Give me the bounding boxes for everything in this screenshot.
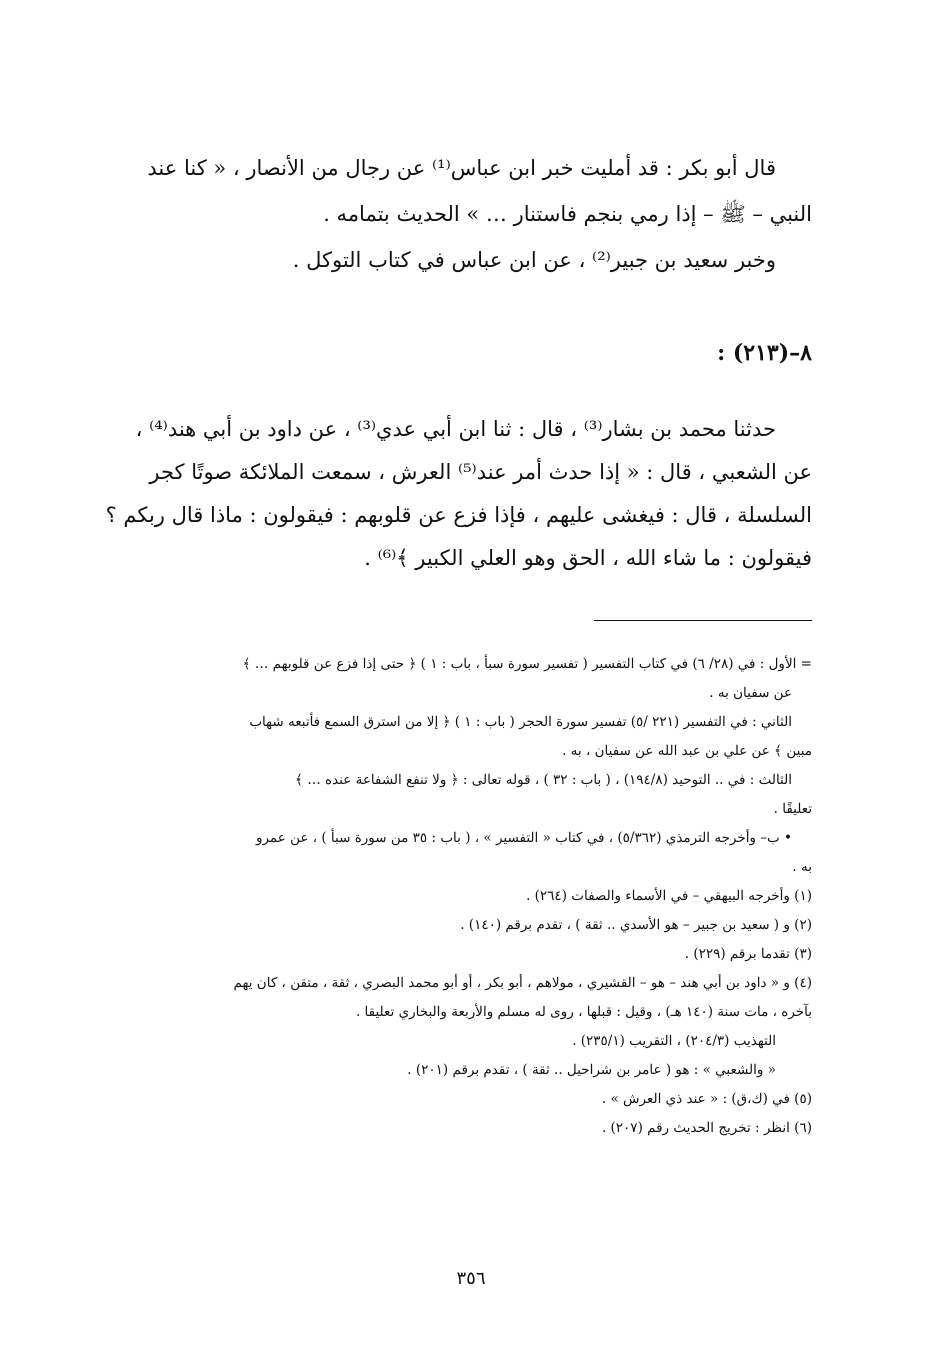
footnote-line: الثاني : في التفسير (٢٢١ /٥) تفسير سورة الحجر ( باب : ١ ) ﴿ إلا من استرق السمع فأتبعه شهاب: [249, 714, 792, 730]
footnote-line: مبين ﴾ عن علي بن عبد الله عن سفيان ، به .: [562, 743, 812, 759]
footnote-separator: [594, 620, 812, 621]
paragraph-intro: [132, 145, 812, 283]
footnote-line: (٢) و ( سعيد بن جبير – هو الأسدي .. ثقة ) ، تقدم برقم (١٤٠) .: [460, 917, 812, 933]
hadith-heading: ٨–(٢١٣) :: [717, 340, 812, 366]
footnote-line: بآخره ، مات سنة (١٤٠ هـ) ، وقيل : قبلها ، روى له مسلم والأربعة والبخاري تعليقا .: [355, 1004, 812, 1020]
text-line: وخبر سعيد بن جبير⁽²⁾ ، عن ابن عباس في كتاب التوكل .: [292, 248, 776, 272]
footnote-line: التهذيب (٢٠٤/٣) ، التقريب (٢٣٥/١) .: [572, 1033, 776, 1049]
footnote-line: (٦) انظر : تخريج الحديث رقم (٢٠٧) .: [601, 1120, 812, 1136]
footnote-line: (٣) تقدما برقم (٢٢٩) .: [684, 946, 812, 962]
page-number: ٣٥٦: [456, 1268, 486, 1289]
footnote-line: عن سفيان به .: [709, 685, 792, 701]
footnote-line: « والشعبي » : هو ( عامر بن شراحيل .. ثقة ) ، تقدم برقم (٢٠١) .: [407, 1062, 776, 1078]
paragraph-hadith: [105, 408, 812, 580]
footnote-line: به .: [792, 859, 812, 875]
footnote-line: تعليقًا .: [773, 801, 812, 817]
footnote-line: (٥) في (ك،ق) : « عند ذي العرش » .: [601, 1091, 812, 1107]
text-line: عن الشعبي ، قال : « إذا حدث أمر عند⁽⁵⁾ العرش ، سمعت الملائكة صوتًا كجر: [149, 460, 812, 484]
footnote-line: (١) وأخرجه البيهقي – في الأسماء والصفات (٢٦٤) .: [526, 888, 812, 904]
footnote-line: = الأول : في (٢٨/ ٦) في كتاب التفسير ( تفسير سورة سبأ ، باب : ١ ) ﴿ حتى إذا فزع عن قلوبهم … ﴾: [242, 656, 812, 672]
footnotes: [132, 650, 812, 1143]
footnote-line: • ب– وأخرجه الترمذي (٥/٣٦٢) ، في كتاب « التفسير » ، ( باب : ٣٥ من سورة سبأ ) ، عن عمرو: [255, 830, 792, 846]
text-line: النبي – ﷺ – إذا رمي بنجم فاستنار … » الحديث بتمامه .: [323, 202, 812, 226]
footnote-line: الثالث : في .. التوحيد (١٩٤/٨) ، ( باب : ٣٢ ) ، قوله تعالى : ﴿ ولا تنفع الشفاعة عنده … ﴾: [295, 772, 792, 788]
footnote-line: (٤) و « داود بن أبي هند – هو – القشيري ، مولاهم ، أبو بكر ، أو أبو محمد البصري ، ثقة ، متقن ، كان يهم: [233, 975, 812, 991]
text-line: قال أبو بكر : قد أمليت خبر ابن عباس⁽¹⁾ عن رجال من الأنصار ، « كنا عند: [147, 156, 776, 180]
text-line: فيقولون : ما شاء الله ، الحق وهو العلي الكبير ﴾⁽⁶⁾ .: [364, 546, 812, 570]
text-line: السلسلة ، قال : فيغشى عليهم ، فإذا فزع عن قلوبهم : فيقولون : ماذا قال ربكم ؟: [105, 503, 812, 527]
text-line: حدثنا محمد بن بشار⁽³⁾ ، قال : ثنا ابن أبي عدي⁽³⁾ ، عن داود بن أبي هند⁽⁴⁾ ،: [135, 417, 776, 441]
